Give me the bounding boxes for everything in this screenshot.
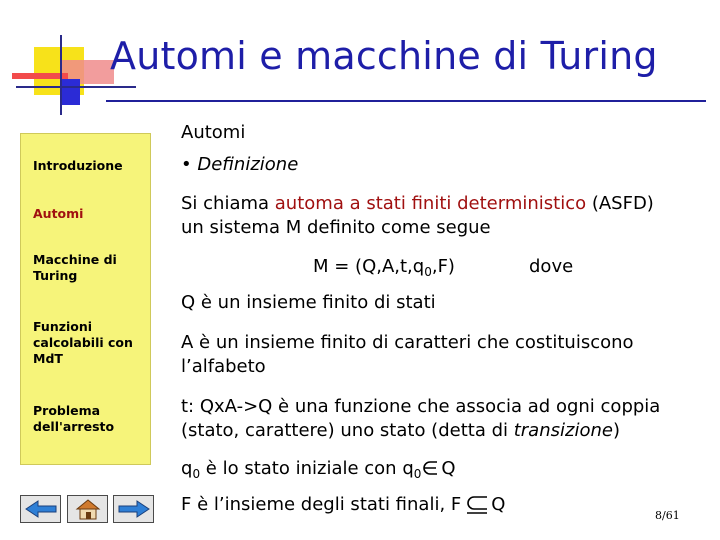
t-line2-post: ): [612, 420, 620, 441]
sidebar-item-problema-arresto[interactable]: Problema dell'arresto: [33, 403, 115, 434]
sidebar: [20, 133, 151, 465]
q0-line: [181, 457, 456, 486]
definition-label: Definizione: [197, 154, 299, 175]
definition-line-2: un sistema M definito come segue: [181, 217, 491, 238]
formula-dove: dove: [529, 256, 574, 277]
def-line1-highlight: automa a stati finiti deterministico: [274, 193, 587, 214]
f-line: [181, 493, 505, 517]
section-heading: Automi: [181, 122, 246, 143]
prev-button[interactable]: [20, 495, 61, 523]
sidebar-item-macchine-di-turing[interactable]: Macchine di Turing: [33, 252, 117, 283]
q-line: Q è un insieme finito di stati: [181, 292, 436, 313]
home-icon: [75, 498, 101, 520]
def-line1-pre: Si chiama: [181, 193, 275, 214]
element-of-symbol-icon: [421, 459, 441, 477]
title-underline: [106, 100, 706, 102]
q0-mid: è lo stato iniziale con q: [200, 458, 414, 479]
q0-pre: q: [181, 458, 193, 479]
def-line1-post: (ASFD): [586, 193, 654, 214]
t-line-2: [181, 419, 620, 443]
a-line-1: A è un insieme finito di caratteri che costituiscono: [181, 332, 634, 353]
t-line2-pre: (stato, carattere) uno stato (detta di: [181, 420, 514, 441]
slide-title: Automi e macchine di Turing: [110, 34, 658, 78]
logo-blue-square: [60, 79, 80, 105]
page-number: 8/61: [655, 509, 680, 522]
arrow-right-icon: [117, 499, 151, 519]
home-button[interactable]: [67, 495, 108, 523]
arrow-left-icon: [24, 499, 58, 519]
formula-main: M = (Q,A,t,q: [313, 256, 425, 277]
a-line-2: l’alfabeto: [181, 356, 266, 377]
f-pre: F è l’insieme degli stati finali, F: [181, 494, 462, 515]
q0-subscript: 0: [192, 467, 201, 481]
bullet: •: [181, 154, 192, 175]
sidebar-item-automi[interactable]: Automi: [33, 206, 84, 221]
formula-subscript: 0: [424, 265, 432, 279]
definition-bullet-line: [181, 153, 298, 177]
f-end: Q: [491, 494, 506, 515]
logo-horizontal-line: [16, 86, 136, 88]
q0-subscript-2: 0: [413, 467, 422, 481]
formula-end: ,F): [431, 256, 455, 277]
logo-vertical-line: [60, 35, 62, 115]
formula: [313, 255, 455, 284]
sidebar-item-funzioni-calcolabili[interactable]: Funzioni calcolabili con MdT: [33, 319, 133, 366]
next-button[interactable]: [113, 495, 154, 523]
t-line2-italic: transizione: [513, 420, 613, 441]
q0-end: Q: [441, 458, 456, 479]
subset-symbol-icon: [461, 494, 491, 516]
definition-line-1: [181, 192, 654, 216]
t-line-1: t: QxA->Q è una funzione che associa ad ogni coppia: [181, 396, 661, 417]
sidebar-item-introduzione[interactable]: Introduzione: [33, 158, 123, 173]
